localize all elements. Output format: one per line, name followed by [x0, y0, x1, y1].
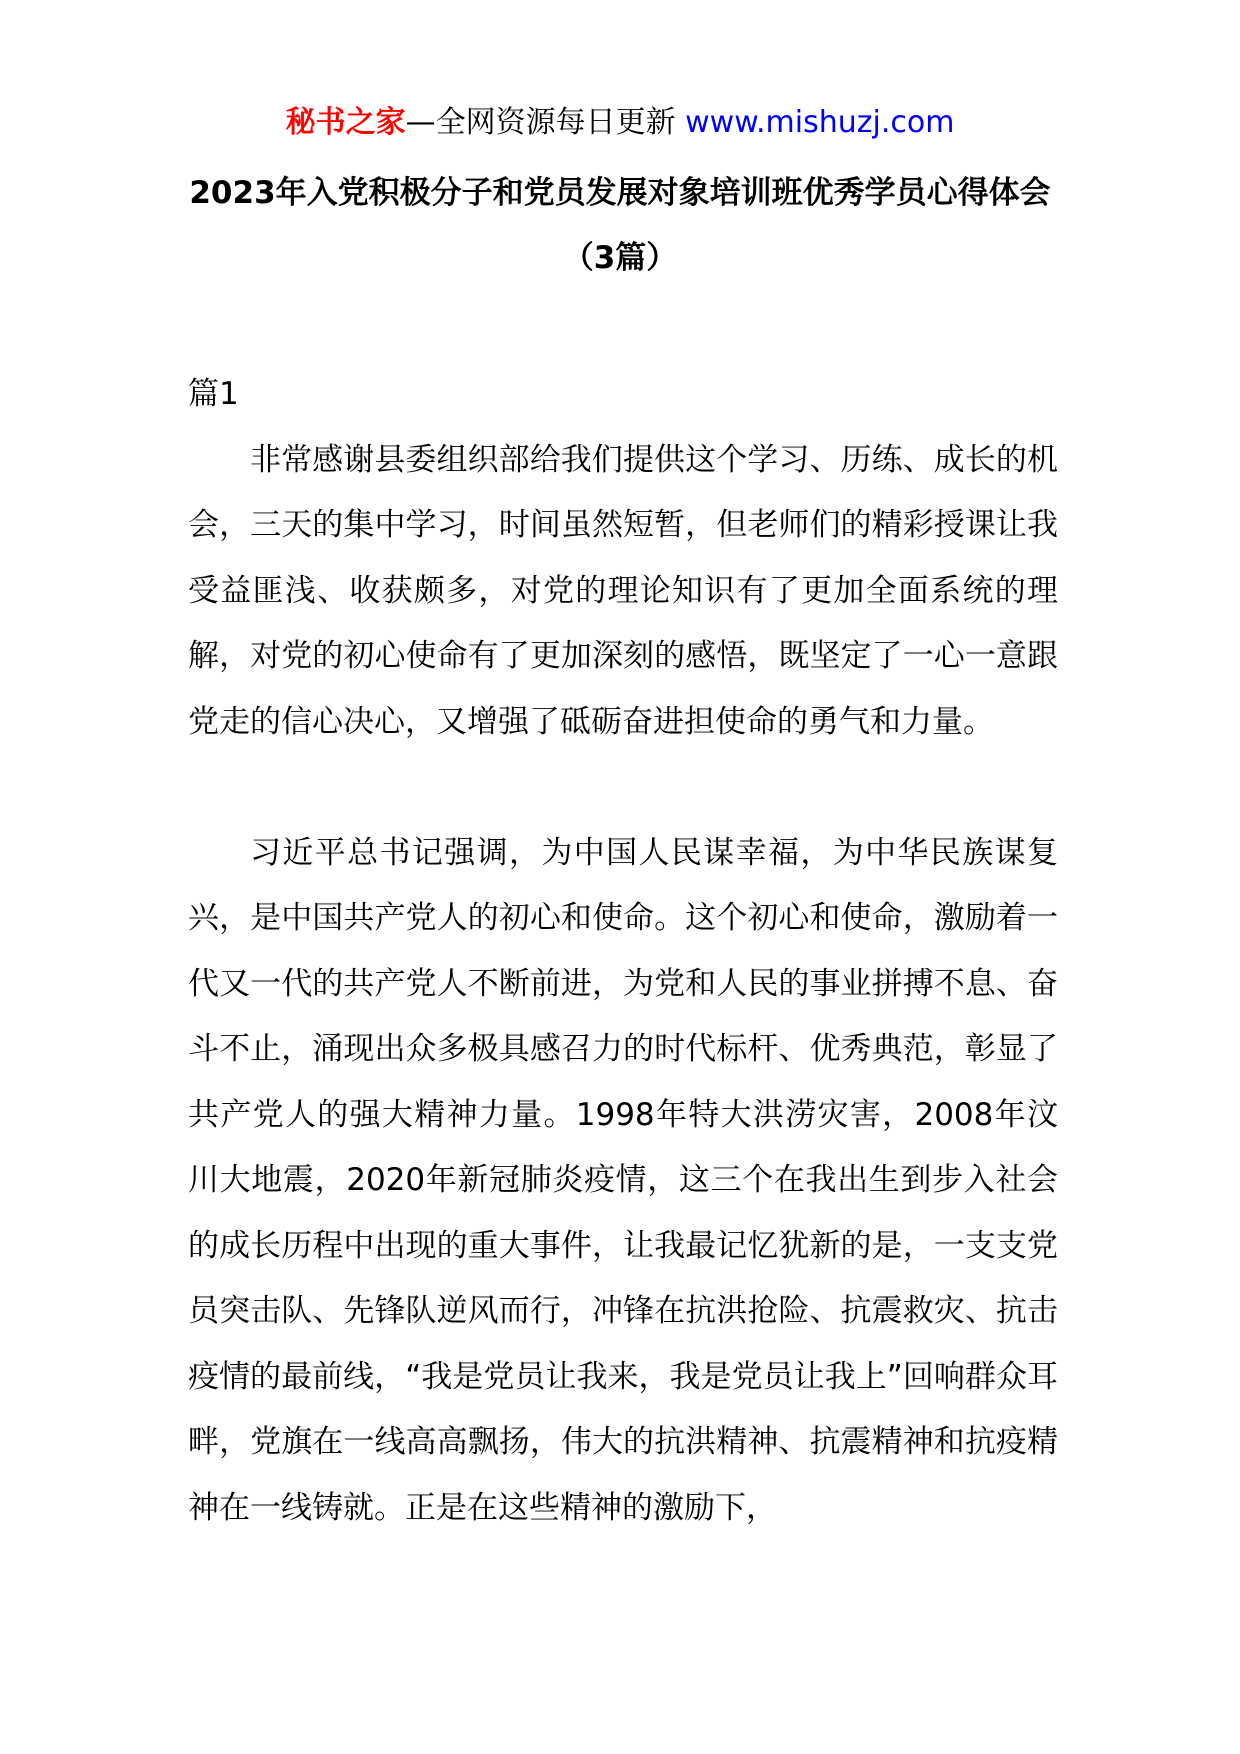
paragraph-spacer — [188, 755, 1058, 821]
section-heading: 篇1 — [188, 376, 239, 412]
page-header — [0, 100, 1240, 146]
site-name: 秘书之家 — [285, 105, 406, 140]
header-tagline: —全网资源每日更新 — [405, 105, 686, 140]
paragraph-2: 习近平总书记强调，为中国人民谋幸福，为中华民族谋复兴，是中国共产党人的初心和使命。这个初心和使命，激励着一代又一代的共产党人不断前进，为党和人民的事业拼搏不息、奋斗不止，涌现出众多极具感召力的时代标杆、优秀典范，彰显了共产党人的强大精神力量。1998年特大洪涝灾害，2008年汶川大地震，2020年新冠肺炎疫情，这三个在我出生到步入社会的成长历程中出现的重大事件，让我最记忆犹新的是，一支支党员突击队、先锋队逆风而行，冲锋在抗洪抢险、抗震救灾、抗击疫情的最前线，“我是党员让我来，我是党员让我上”回响群众耳畔，党旗在一线高高飘扬，伟大的抗洪精神、抗震精神和抗疫精神在一线铸就。正是在这些精神的激励下， — [188, 834, 1058, 1526]
site-url-link[interactable]: www.mishuzj.com — [685, 105, 955, 140]
document-body — [188, 362, 1058, 1541]
paragraph-1: 非常感谢县委组织部给我们提供这个学习、历练、成长的机会，三天的集中学习，时间虽然短暂，但老师们的精彩授课让我受益匪浅、收获颇多，对党的理论知识有了更加全面系统的理解，对党的初心使命有了更加深刻的感悟，既坚定了一心一意跟党走的信心决心，又增强了砥砺奋进担使命的勇气和力量。 — [188, 441, 1058, 740]
document-subtitle: （3篇） — [562, 240, 678, 276]
document-title: 2023年入党积极分子和党员发展对象培训班优秀学员心得体会 — [189, 175, 1051, 211]
